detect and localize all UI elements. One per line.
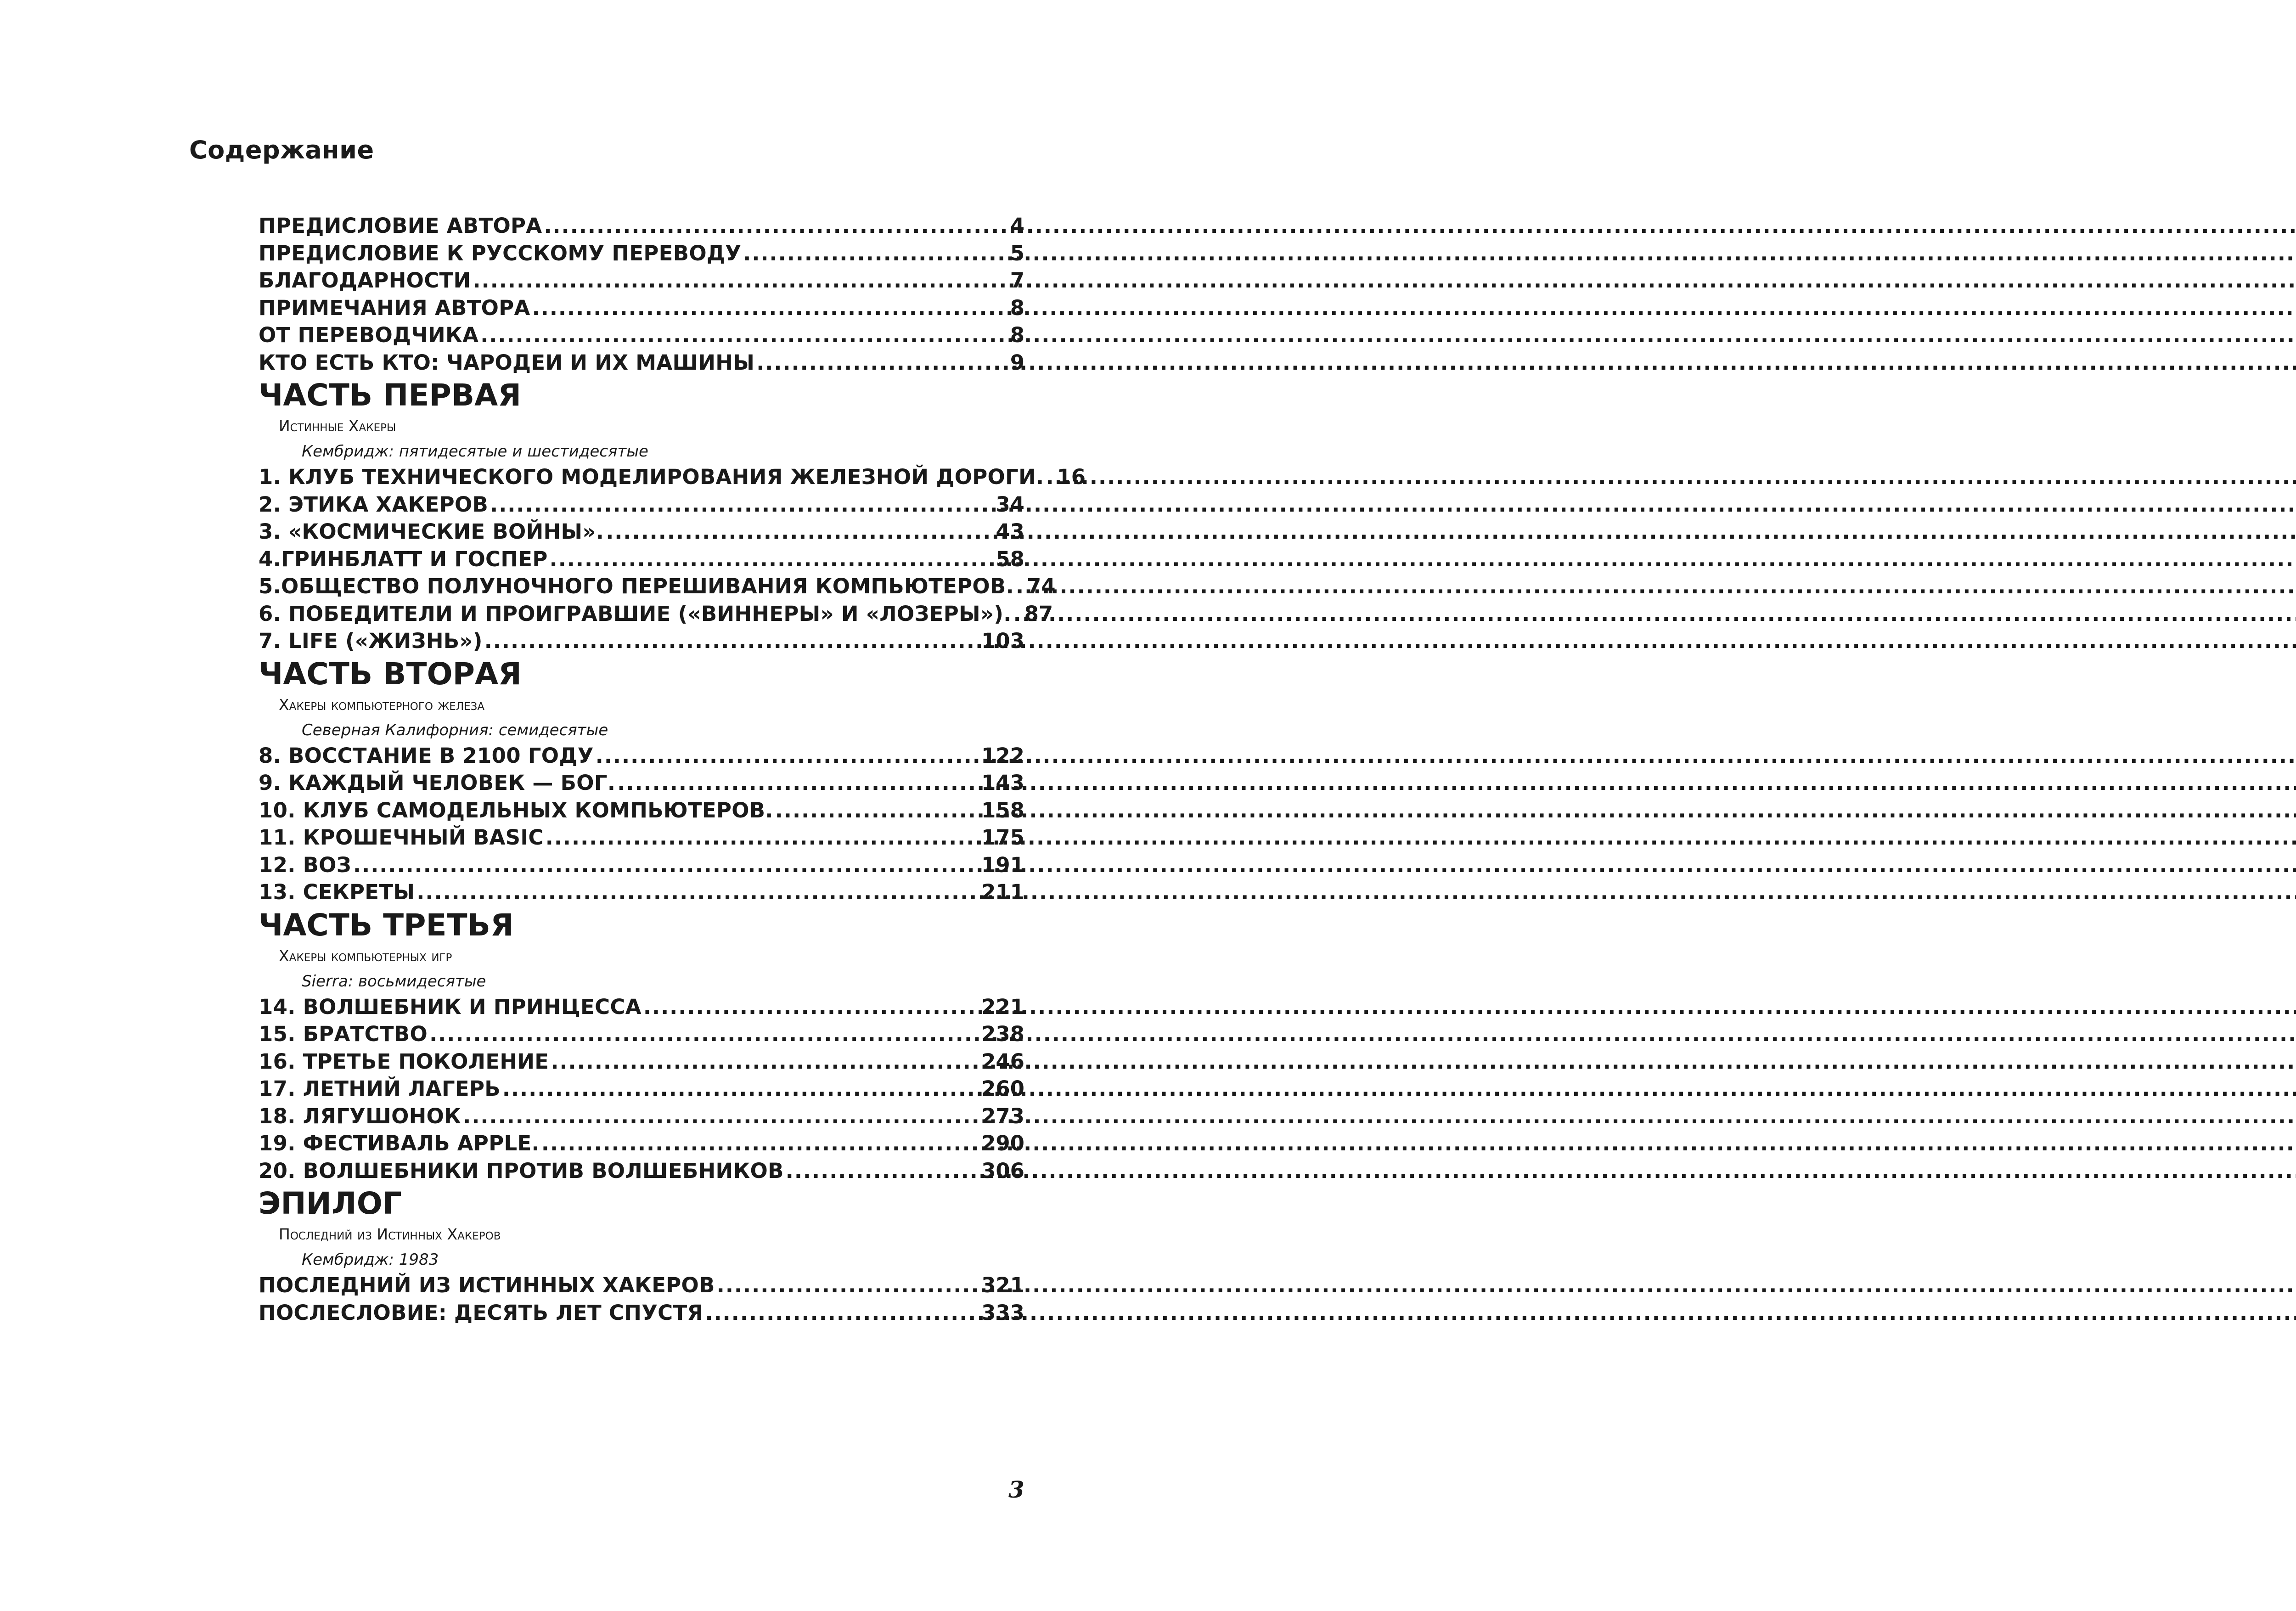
entry-page: 273 — [981, 1104, 1024, 1128]
entry-page: 8 — [1010, 295, 1024, 320]
entry-title: 3. «КОСМИЧЕСКИЕ ВОЙНЫ». — [259, 519, 604, 544]
entry-title: 6. ПОБЕДИТЕЛИ И ПРОИГРАВШИЕ («ВИННЕРЫ» И «ЛОЗЕРЫ»). — [259, 601, 1012, 626]
toc-entry[interactable] — [259, 1075, 1024, 1103]
toc-entry[interactable] — [259, 321, 1024, 349]
dot-leader — [786, 1157, 979, 1185]
entry-page: 103 — [981, 629, 1024, 653]
part-heading[interactable]: ЧАСТЬ ПЕРВАЯ — [259, 377, 522, 413]
entry-title: ПОСЛЕДНИЙ ИЗ ИСТИННЫХ ХАКЕРОВ — [259, 1273, 715, 1297]
entry-page: 221 — [981, 994, 1024, 1019]
entry-title: ОТ ПЕРЕВОДЧИКА — [259, 323, 479, 347]
entry-title: 15. БРАТСТВО — [259, 1022, 428, 1046]
page-title: Содержание — [189, 135, 374, 164]
part-era: Кембридж: 1983 — [302, 1250, 439, 1269]
entry-title: 17. ЛЕТНИЙ ЛАГЕРЬ — [259, 1076, 501, 1101]
dot-leader — [643, 993, 979, 1021]
entry-title: 19. ФЕСТИВАЛЬ APPLE. — [259, 1131, 540, 1155]
dot-leader — [546, 824, 979, 851]
entry-title: ПОСЛЕСЛОВИЕ: ДЕСЯТЬ ЛЕТ СПУСТЯ — [259, 1300, 703, 1325]
entry-title: 4.ГРИНБЛАТТ И ГОСПЕР — [259, 546, 548, 571]
entry-page: 321 — [981, 1273, 1024, 1297]
toc-entry[interactable] — [259, 1272, 1024, 1299]
entry-title: ПРЕДИСЛОВИЕ К РУССКОМУ ПЕРЕВОДУ — [259, 241, 742, 265]
entry-page: 87 — [1024, 601, 1053, 626]
entry-page: 158 — [981, 798, 1024, 822]
part-era: Sierra: восьмидесятые — [302, 972, 486, 991]
dot-leader — [606, 518, 994, 546]
dot-leader — [551, 1048, 979, 1076]
toc-entry[interactable] — [259, 240, 1024, 267]
entry-page: 238 — [981, 1022, 1024, 1046]
entry-page: 9 — [1010, 350, 1024, 375]
dot-leader — [532, 294, 1008, 322]
entry-title: 12. ВОЗ — [259, 852, 352, 877]
toc-entry[interactable] — [259, 627, 1024, 655]
entry-title: 16. ТРЕТЬЕ ПОКОЛЕНИЕ — [259, 1049, 549, 1074]
entry-title: КТО ЕСТЬ КТО: ЧАРОДЕИ И ИХ МАШИНЫ — [259, 350, 755, 375]
entry-page: 58 — [996, 546, 1024, 571]
entry-title: 5.ОБЩЕСТВО ПОЛУНОЧНОГО ПЕРЕШИВАНИЯ КОМПЬЮТЕРОВ. — [259, 574, 1014, 598]
dot-leader — [775, 797, 979, 824]
dot-leader — [463, 1103, 979, 1130]
toc-entry[interactable] — [259, 851, 1024, 879]
dot-leader — [541, 1130, 979, 1157]
dot-leader — [1013, 600, 1023, 628]
entry-title: 14. ВОЛШЕБНИК И ПРИНЦЕССА — [259, 994, 642, 1019]
part-era: Кембридж: пятидесятые и шестидесятые — [302, 442, 648, 461]
entry-page: 74 — [1026, 574, 1056, 598]
entry-page: 290 — [981, 1131, 1024, 1155]
entry-title: 10. КЛУБ САМОДЕЛЬНЫХ КОМПЬЮТЕРОВ. — [259, 798, 773, 822]
toc-entry[interactable] — [259, 573, 1056, 600]
entry-title: 9. КАЖДЫЙ ЧЕЛОВЕК — БОГ. — [259, 771, 616, 795]
dot-leader — [544, 212, 1008, 240]
entry-page: 8 — [1010, 323, 1024, 347]
entry-page: 246 — [981, 1049, 1024, 1074]
dot-leader — [502, 1075, 979, 1103]
entry-title: ПРЕДИСЛОВИЕ АВТОРА — [259, 214, 542, 238]
toc-entry[interactable] — [259, 463, 1086, 491]
entry-title: 7. LIFE («ЖИЗНЬ») — [259, 629, 483, 653]
dot-leader — [596, 742, 979, 770]
page-number: 3 — [1008, 1476, 1024, 1503]
toc-entry[interactable] — [259, 1299, 1024, 1327]
table-of-contents — [259, 212, 1086, 1326]
entry-page: 34 — [996, 492, 1024, 517]
entry-page: 306 — [981, 1158, 1024, 1183]
toc-entry[interactable] — [259, 518, 1024, 546]
part-subtitle: Хакеры компьютерного железа — [279, 695, 485, 714]
part-subtitle: Последний из Истинных Хакеров — [279, 1225, 501, 1243]
toc-entry[interactable] — [259, 769, 1024, 797]
dot-leader — [717, 1272, 979, 1299]
dot-leader — [617, 769, 979, 797]
toc-entry[interactable] — [259, 546, 1024, 573]
entry-title: БЛАГОДАРНОСТИ — [259, 268, 471, 293]
dot-leader — [1046, 463, 1055, 491]
dot-leader — [743, 240, 1008, 267]
toc-entry[interactable] — [259, 600, 1053, 628]
toc-entry[interactable] — [259, 1157, 1024, 1185]
entry-title: 18. ЛЯГУШОНОК — [259, 1104, 461, 1128]
toc-entry[interactable] — [259, 1020, 1024, 1048]
part-subtitle: Истинные Хакеры — [279, 417, 396, 435]
toc-entry[interactable] — [259, 824, 1024, 851]
entry-title: ПРИМЕЧАНИЯ АВТОРА — [259, 295, 530, 320]
toc-entry[interactable] — [259, 212, 1024, 240]
part-era: Северная Калифорния: семидесятые — [302, 721, 608, 739]
part-subtitle: Хакеры компьютерных игр — [279, 946, 452, 965]
entry-title: 11. КРОШЕЧНЫЙ BASIC — [259, 825, 544, 850]
toc-entry[interactable] — [259, 294, 1024, 322]
entry-page: 143 — [981, 771, 1024, 795]
entry-title: 1. КЛУБ ТЕХНИЧЕСКОГО МОДЕЛИРОВАНИЯ ЖЕЛЕЗНОЙ ДОРОГИ. — [259, 465, 1044, 489]
dot-leader — [1016, 573, 1025, 600]
toc-entry[interactable] — [259, 797, 1024, 824]
dot-leader — [473, 267, 1008, 294]
part-heading[interactable]: ЭПИЛОГ — [259, 1186, 402, 1221]
entry-page: 260 — [981, 1076, 1024, 1101]
part-heading[interactable]: ЧАСТЬ ВТОРАЯ — [259, 656, 522, 692]
toc-entry[interactable] — [259, 1103, 1024, 1130]
dot-leader — [550, 546, 994, 573]
dot-leader — [429, 1020, 979, 1048]
entry-page: 43 — [996, 519, 1024, 544]
part-heading[interactable]: ЧАСТЬ ТРЕТЬЯ — [259, 907, 514, 943]
entry-page: 4 — [1010, 214, 1024, 238]
entry-title: 2. ЭТИКА ХАКЕРОВ — [259, 492, 489, 517]
dot-leader — [484, 627, 979, 655]
toc-entry[interactable] — [259, 267, 1024, 294]
toc-entry[interactable] — [259, 349, 1024, 377]
dot-leader — [416, 879, 979, 906]
entry-page: 191 — [981, 852, 1024, 877]
dot-leader — [756, 349, 1008, 377]
entry-page: 122 — [981, 743, 1024, 768]
entry-page: 333 — [981, 1300, 1024, 1325]
entry-page: 5 — [1010, 241, 1024, 265]
entry-page: 7 — [1010, 268, 1024, 293]
dot-leader — [705, 1299, 979, 1327]
entry-page: 211 — [981, 880, 1024, 904]
toc-entry[interactable] — [259, 1130, 1024, 1157]
entry-page: 175 — [981, 825, 1024, 850]
entry-title: 20. ВОЛШЕБНИКИ ПРОТИВ ВОЛШЕБНИКОВ — [259, 1158, 784, 1183]
entry-page: 16 — [1057, 465, 1086, 489]
toc-entry[interactable] — [259, 993, 1024, 1021]
toc-entry[interactable] — [259, 491, 1024, 518]
toc-entry[interactable] — [259, 742, 1024, 770]
toc-entry[interactable] — [259, 879, 1024, 906]
dot-leader — [490, 491, 994, 518]
entry-title: 8. ВОССТАНИЕ В 2100 ГОДУ — [259, 743, 594, 768]
dot-leader — [353, 851, 979, 879]
toc-entry[interactable] — [259, 1048, 1024, 1076]
entry-title: 13. СЕКРЕТЫ — [259, 880, 415, 904]
dot-leader — [480, 321, 1008, 349]
